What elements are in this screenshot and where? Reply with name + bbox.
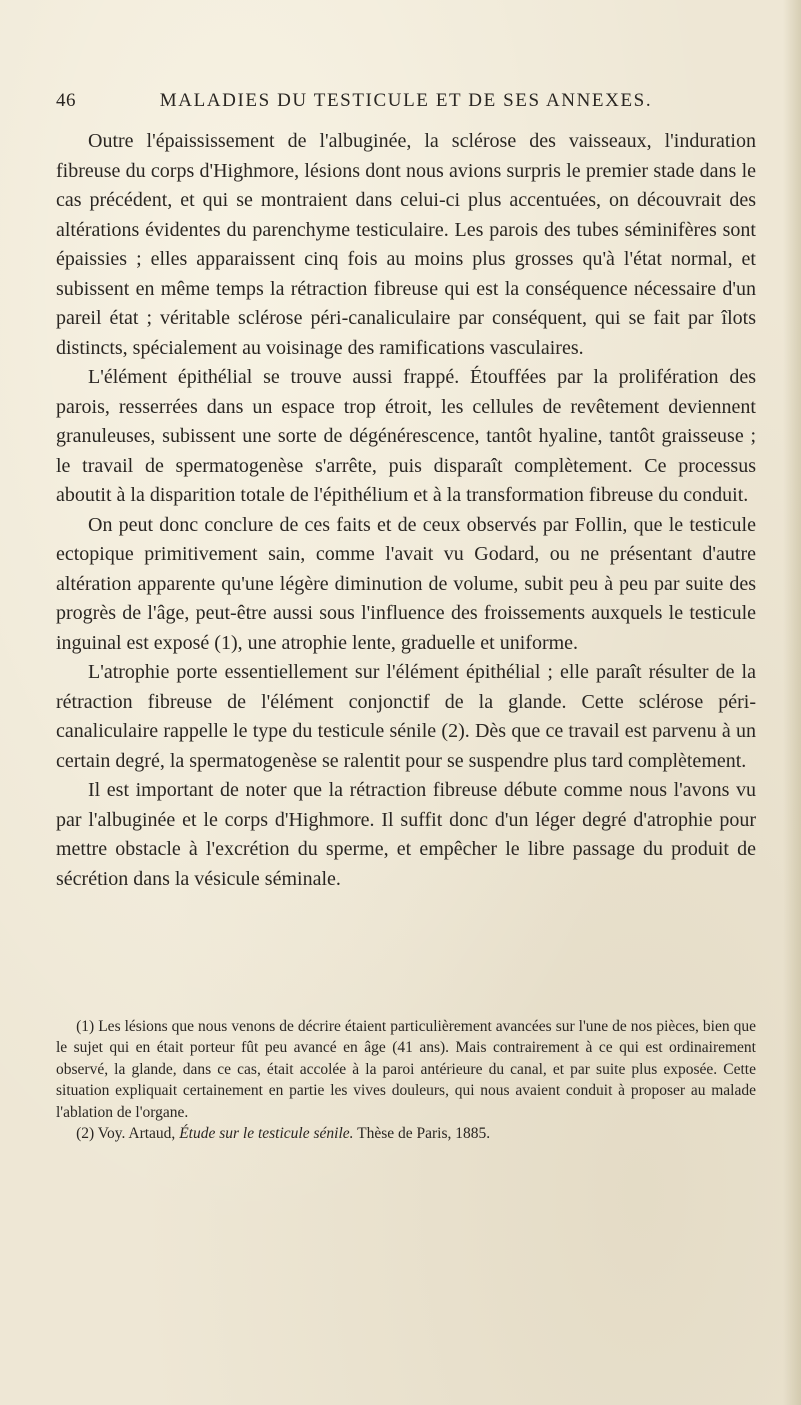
footnotes: [56, 1016, 756, 1144]
footnote-1: (1) Les lésions que nous venons de décrire étaient particulièrement avancées sur l'une de nos pièces, bien que le sujet qui en était porteur fût peu avancé en âge (41 ans). Mais contrairement à ce qui est ordinairement observé, la glande, dans ce cas, était accolée à la paroi antérieure du canal, et par suite plus exposée. Cette situation expliquait certainement en partie les vives douleurs, qui nous avaient conduit à proposer au malade l'ablation de l'organe.: [56, 1018, 756, 1121]
running-title: MALADIES DU TESTICULE ET DE SES ANNEXES.: [159, 90, 653, 111]
page-number: 46: [56, 90, 76, 111]
page-header: [56, 90, 756, 118]
paragraph: Il est important de noter que la rétraction fibreuse débute comme nous l'avons vu par l'albuginée et le corps d'Highmore. Il suffit donc d'un léger degré d'atrophie pour mettre obstacle à l'excrétion du sperme, et empêcher le libre passage du produit de sécrétion dans la vésicule séminale.: [56, 779, 756, 890]
footnote-2-title: Étude sur le testicule sénile.: [179, 1125, 354, 1143]
footnote-2-prefix: (2) Voy. Artaud,: [76, 1125, 180, 1143]
paragraph: L'atrophie porte essentiellement sur l'élément épithélial ; elle paraît résulter de la rétraction fibreuse de l'élément conjonctif de la glande. Cette sclérose péri-canaliculaire rappelle le type du testicule sénile (2). Dès que ce travail est parvenu à un certain degré, la spermatogenèse se ralentit pour se suspendre plus tard complètement.: [56, 661, 756, 772]
paragraph: L'élément épithélial se trouve aussi frappé. Étouffées par la prolifération des parois, resserrées dans un espace trop étroit, les cellules de revêtement deviennent granuleuses, subissent une sorte de dégénérescence, tantôt hyaline, tantôt graisseuse ; le travail de spermatogenèse s'arrête, puis disparaît complètement. Ce processus aboutit à la disparition totale de l'épithélium et à la transformation fibreuse du conduit.: [56, 366, 756, 506]
footnote-2-suffix: Thèse de Paris, 1885.: [353, 1125, 491, 1143]
footnote-2: [56, 1123, 756, 1144]
body-text: [56, 127, 756, 894]
paragraph: On peut donc conclure de ces faits et de ceux observés par Follin, que le testicule ectopique primitivement sain, comme l'avait vu Godard, ou ne présentant d'autre altération apparente qu'une légère diminution de volume, subit peu à peu par suite des progrès de l'âge, peut-être aussi sous l'influence des froissements auxquels le testicule inguinal est exposé (1), une atrophie lente, graduelle et uniforme.: [56, 513, 756, 654]
paragraph: Outre l'épaississement de l'albuginée, la sclérose des vaisseaux, l'induration fibreuse du corps d'Highmore, lésions dont nous avions surpris le premier stade dans le cas précédent, et qui se montraient dans celui-ci plus accentuées, on découvrait des altérations évidentes du parenchyme testiculaire. Les parois des tubes séminifères sont épaissies ; elles apparaissent cinq fois au moins plus grosses qu'à l'état normal, et subissent en même temps la rétraction fibreuse qui est la conséquence nécessaire d'un pareil état ; véritable sclérose péri-canaliculaire par conséquent, qui se fait par îlots distincts, spécialement au voisinage des ramifications vasculaires.: [56, 130, 756, 359]
page-edge-shadow: [783, 0, 801, 1405]
